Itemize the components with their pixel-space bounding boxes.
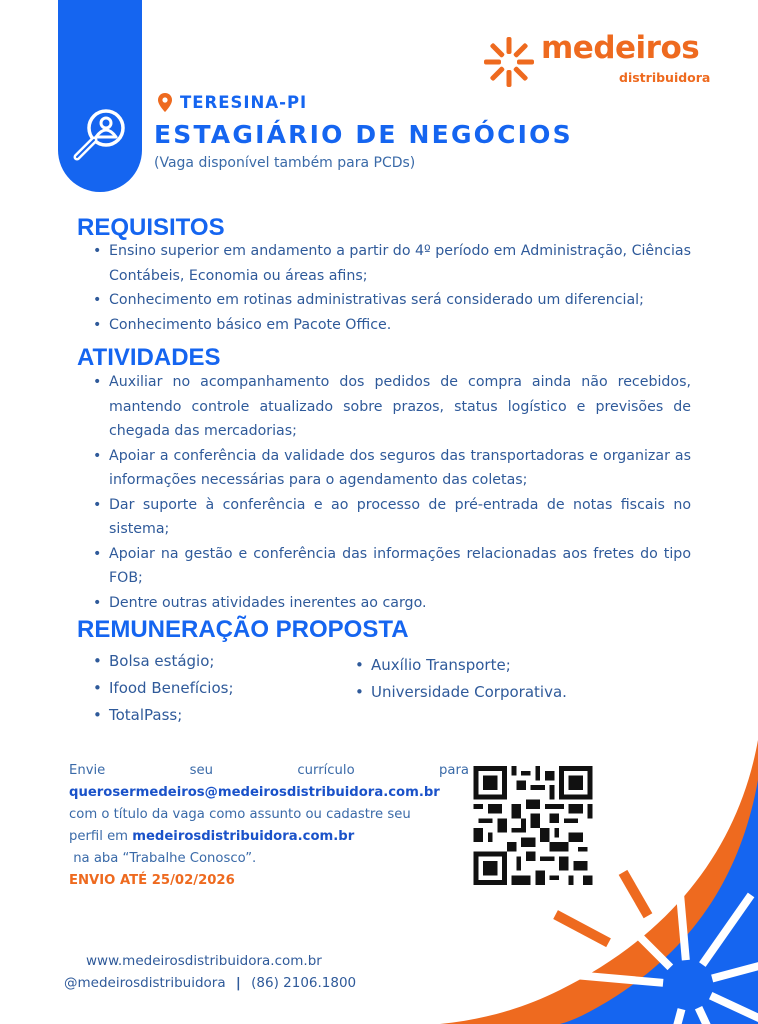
deadline-text: ENVIO ATÉ 25/02/2026 <box>69 873 235 888</box>
contact-line-5: na aba “Trabalhe Conosco”. <box>69 851 257 866</box>
pcd-note: (Vaga disponível também para PCDs) <box>154 155 416 171</box>
sunburst-logo-icon <box>483 36 535 88</box>
map-pin-icon <box>158 93 172 112</box>
brand-subtitle: distribuidora <box>619 70 711 85</box>
contact-word: para <box>439 763 469 778</box>
list-item: • Auxiliar no acompanhamento dos pedidos de compra ainda não recebidos, mantendo controle atualizado sobre prazos, status logístico e previsões de chegada das mercadorias; <box>93 370 691 444</box>
footer-website[interactable]: www.medeirosdistribuidora.com.br <box>86 953 322 969</box>
location-label: TERESINA-PI <box>180 93 308 112</box>
list-item: • Conhecimento em rotinas administrativas será considerado um diferencial; <box>93 288 691 313</box>
contact-line-1 <box>69 760 469 782</box>
person-search-icon <box>70 104 132 166</box>
footer-social[interactable]: @medeirosdistribuidora <box>64 975 226 991</box>
atividades-list <box>93 370 691 615</box>
footer-phone: (86) 2106.1800 <box>251 975 357 991</box>
contact-word: seu <box>189 763 214 778</box>
list-item: • Dentre outras atividades inerentes ao cargo. <box>93 591 691 616</box>
remuneracao-list-col1 <box>93 648 333 729</box>
requisitos-list <box>93 239 691 337</box>
remuneracao-list-col2 <box>355 652 655 706</box>
section-heading-requisitos: REQUISITOS <box>77 214 225 241</box>
contact-line-4: perfil em <box>69 829 133 844</box>
list-item: • Universidade Corporativa. <box>355 679 655 706</box>
contact-line-3: com o título da vaga como assunto ou cadastre seu <box>69 807 411 822</box>
list-item: • Dar suporte à conferência e ao processo de pré-entrada de notas fiscais no sistema; <box>93 493 691 542</box>
brand-name: medeiros <box>541 30 700 66</box>
list-item: • Apoiar na gestão e conferência das informações relacionadas aos fretes do tipo FOB; <box>93 542 691 591</box>
list-item: • Ensino superior em andamento a partir do 4º período em Administração, Ciências Contábeis, Economia ou áreas afins; <box>93 239 691 288</box>
contact-block <box>69 760 469 892</box>
header-tab <box>58 0 142 192</box>
footer-separator: | <box>235 975 241 991</box>
footer <box>64 950 356 994</box>
list-item: • Ifood Benefícios; <box>93 675 333 702</box>
brand-logo <box>483 30 711 94</box>
decorative-sunburst-corner <box>440 720 758 1024</box>
job-title: ESTAGIÁRIO DE NEGÓCIOS <box>154 120 573 149</box>
contact-email-link[interactable]: querosermedeiros@medeirosdistribuidora.com.br <box>69 785 440 800</box>
section-heading-remuneracao: REMUNERAÇÃO PROPOSTA <box>77 616 409 643</box>
list-item: • Conhecimento básico em Pacote Office. <box>93 313 691 338</box>
section-heading-atividades: ATIVIDADES <box>77 344 221 371</box>
list-item: • TotalPass; <box>93 702 333 729</box>
list-item: • Bolsa estágio; <box>93 648 333 675</box>
list-item: • Apoiar a conferência da validade dos seguros das transportadoras e organizar as informações necessárias para o agendamento das coletas; <box>93 444 691 493</box>
list-item: • Auxílio Transporte; <box>355 652 655 679</box>
contact-word: currículo <box>297 763 355 778</box>
location <box>158 93 307 112</box>
contact-site-link[interactable]: medeirosdistribuidora.com.br <box>132 829 355 844</box>
contact-word: Envie <box>69 763 106 778</box>
